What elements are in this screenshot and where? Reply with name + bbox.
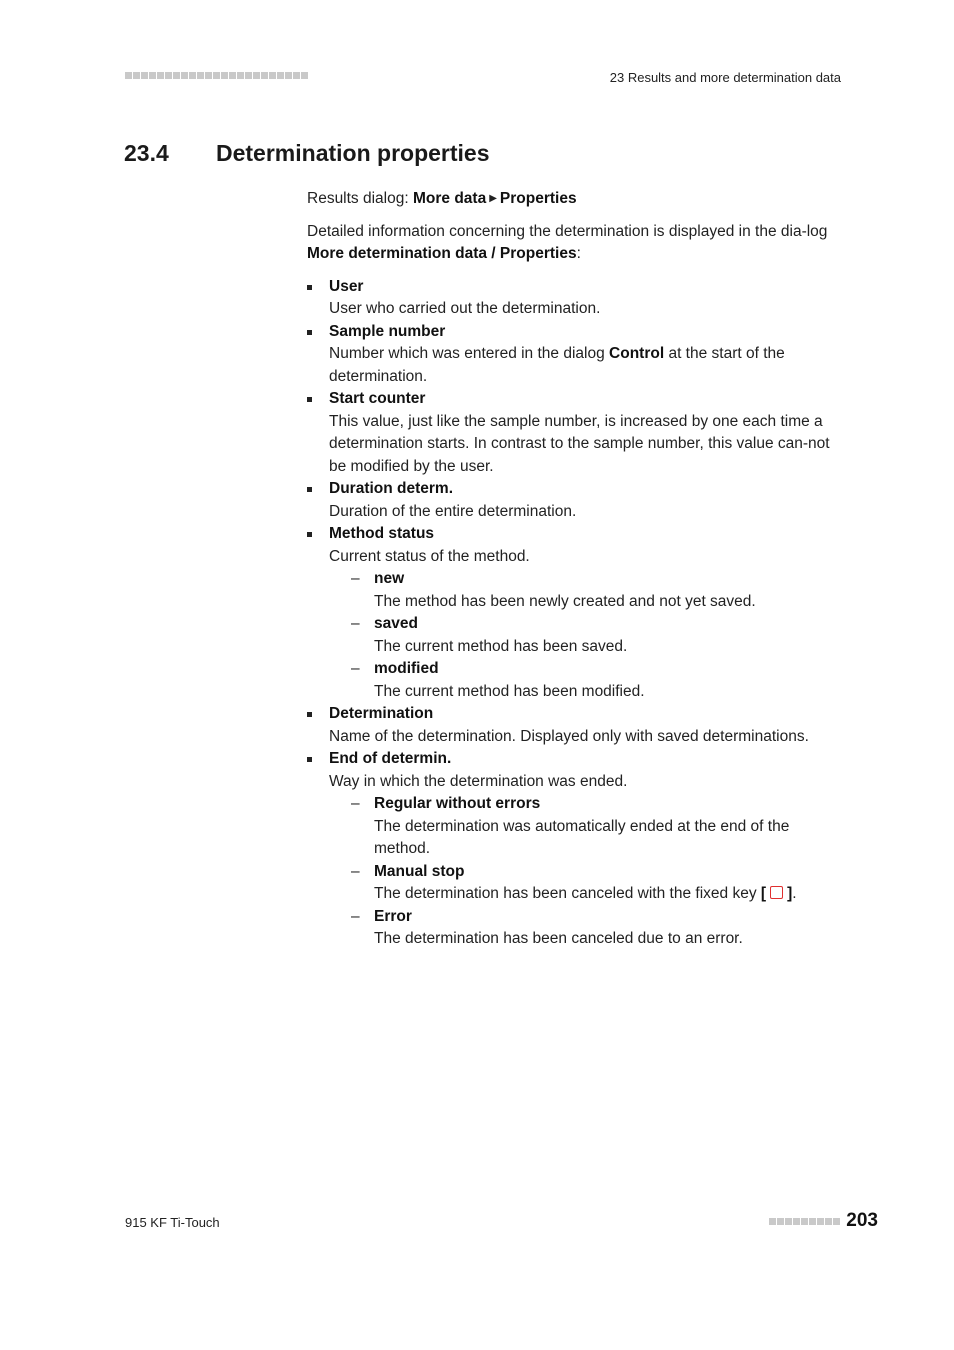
sub-list-item: – Regular without errors The determination was automatically ended at the end of the method. — [351, 795, 790, 857]
list-item: Determination Name of the determination. Displayed only with saved determinations. — [307, 703, 842, 748]
nav-path: Results dialog: More data ▶ Properties — [307, 190, 577, 207]
sub-list-item: – modified The current method has been modified. — [351, 660, 645, 700]
footer-page — [769, 1210, 878, 1232]
nav-item-properties: Properties — [499, 190, 577, 207]
bullet-square-icon — [307, 330, 312, 335]
sub-list-item: – new The method has been newly created and not yet saved. — [351, 570, 756, 610]
sub-list-item: – Error The determination has been canceled due to an error. — [351, 907, 743, 947]
arrow-right-icon: ▶ — [489, 193, 497, 204]
page-number: 203 — [846, 1210, 878, 1231]
section-body — [307, 188, 842, 951]
nav-item-more-data: More data — [412, 190, 487, 207]
list-item: Method status Current status of the method. – new The method has been newly created and not yet saved. – saved The current method has been saved. – modified The current method has been modified. — [307, 523, 842, 703]
dash-icon: – — [351, 862, 360, 880]
dash-icon: – — [351, 570, 360, 587]
sub-list — [329, 793, 842, 951]
footer-decoration — [769, 1218, 840, 1225]
bullet-square-icon — [307, 757, 312, 762]
dash-icon: – — [351, 907, 360, 925]
stop-square-icon — [770, 886, 783, 899]
section-number: 23.4 — [124, 140, 169, 166]
dash-icon: – — [351, 660, 360, 677]
dash-icon: – — [351, 795, 360, 812]
section-title: Determination properties — [216, 140, 490, 166]
bullet-square-icon — [307, 712, 312, 717]
intro-paragraph: Detailed information concerning the determination is displayed in the dia-log More determination data / Properties: — [307, 222, 828, 262]
bullet-square-icon — [307, 487, 312, 492]
bullet-square-icon — [307, 285, 312, 290]
list-item: Sample number Number which was entered in the dialog Control at the start of the determination. — [307, 321, 842, 389]
dash-icon: – — [351, 615, 360, 632]
sub-list-item: – saved The current method has been saved. — [351, 615, 628, 655]
sub-list — [329, 568, 842, 703]
list-item: User User who carried out the determination. — [307, 276, 842, 321]
section-heading — [124, 140, 490, 167]
list-item: Start counter This value, just like the sample number, is increased by one each time a determination starts. In contrast to the sample number, this value can-not be modified by the user. — [307, 388, 842, 478]
bullet-square-icon — [307, 397, 312, 402]
running-header: 23 Results and more determination data — [609, 70, 841, 85]
list-item: Duration determ. Duration of the entire determination. — [307, 478, 842, 523]
list-item: End of determin. Way in which the determination was ended. – Regular without errors The determination was automatically ended at the end of the method. – Manual stop The determination has been canceled with the fixed key [ ]. – Error The determination has been canceled due to an error. — [307, 748, 842, 951]
bullet-square-icon — [307, 532, 312, 537]
sub-list-item: – Manual stop The determination has been canceled with the fixed key [ ]. — [351, 862, 797, 902]
header-decoration — [125, 72, 308, 79]
property-list — [307, 276, 842, 951]
footer-product: 915 KF Ti-Touch — [125, 1215, 220, 1230]
